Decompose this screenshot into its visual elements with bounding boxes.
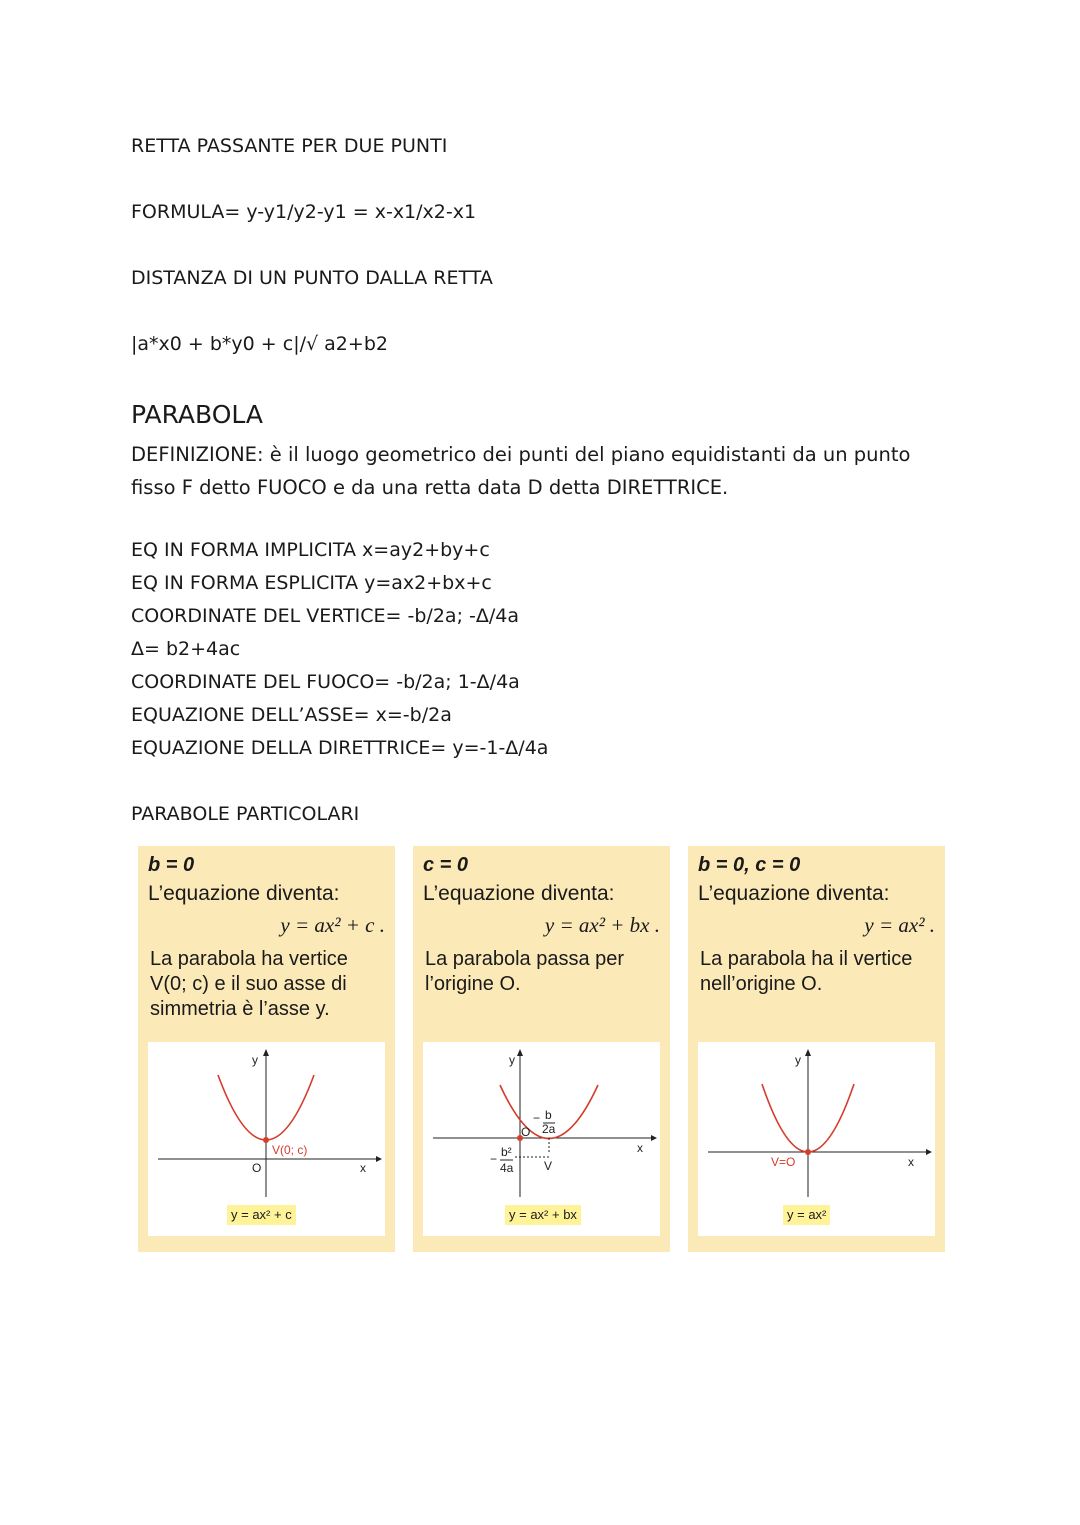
formula-line: EQUAZIONE DELLA DIRETTRICE= y=-1-Δ/4a <box>131 737 549 759</box>
x-axis-arrow <box>926 1149 932 1155</box>
panel-equation: y = ax² + c . <box>280 913 385 937</box>
formula-line: EQUAZIONE DELL’ASSE= x=-b/2a <box>131 704 452 726</box>
panel-description: La parabola passa per l’origine O. <box>425 948 625 995</box>
vertex-point <box>805 1149 811 1155</box>
y-axis-arrow <box>805 1049 811 1056</box>
panel-equation: y = ax² . <box>864 913 935 937</box>
origin-label: O <box>521 1125 531 1139</box>
parabola-title: PARABOLA <box>131 400 264 429</box>
y-label: y <box>795 1053 801 1067</box>
parabola-graph <box>698 1042 935 1236</box>
x-label: x <box>637 1141 643 1155</box>
frac-numerator: b² <box>501 1145 512 1159</box>
vertex-label: V <box>544 1159 553 1173</box>
x-label: x <box>908 1155 914 1169</box>
formula-line: EQ IN FORMA IMPLICITA x=ay2+by+c <box>131 539 490 561</box>
parabola-graph <box>148 1042 385 1236</box>
frac-denominator: 2a <box>542 1122 556 1136</box>
formula-line: Δ= b2+4ac <box>131 638 241 660</box>
panel-intro: L’equazione diventa: <box>698 882 890 905</box>
x-label: x <box>360 1161 366 1175</box>
graph-caption: y = ax² + c <box>227 1205 296 1225</box>
panel-intro: L’equazione diventa: <box>148 882 340 905</box>
frac-numerator: b <box>545 1108 552 1122</box>
y-axis-arrow <box>517 1049 523 1056</box>
x-axis-arrow <box>376 1156 382 1162</box>
frac-denominator: 4a <box>500 1161 514 1175</box>
parabola-definition: DEFINIZIONE: è il luogo geometrico dei punti del piano equidistanti da un punto fisso F detto FUOCO e da una retta data D detta DIRETTRICE. <box>131 443 911 499</box>
minus-label: − <box>490 1152 498 1166</box>
panel-condition: b = 0 <box>148 854 195 876</box>
graph-caption: y = ax² <box>783 1205 830 1225</box>
distanza-formula: |a*x0 + b*y0 + c|/√ a2+b2 <box>131 333 388 355</box>
y-label: y <box>509 1053 515 1067</box>
x-axis-arrow <box>651 1135 657 1141</box>
y-axis-arrow <box>263 1049 269 1056</box>
panel-description: La parabola ha il vertice nell’origine O. <box>700 948 913 995</box>
panel-b-c-zero <box>688 846 945 1252</box>
particolari-title: PARABOLE PARTICOLARI <box>131 803 360 825</box>
panel-equation: y = ax² + bx . <box>544 913 660 937</box>
retta-formula: FORMULA= y-y1/y2-y1 = x-x1/x2-x1 <box>131 201 477 223</box>
panel-description: La parabola ha vertice V(0; c) e il suo asse di simmetria è l’asse y. <box>150 948 348 1020</box>
panel-condition: b = 0, c = 0 <box>698 854 801 876</box>
panel-intro: L’equazione diventa: <box>423 882 615 905</box>
vertex-point <box>263 1137 269 1143</box>
formula-line: COORDINATE DEL VERTICE= -b/2a; -Δ/4a <box>131 605 519 627</box>
distanza-title: DISTANZA DI UN PUNTO DALLA RETTA <box>131 267 493 289</box>
formula-line: COORDINATE DEL FUOCO= -b/2a; 1-Δ/4a <box>131 671 520 693</box>
vertex-label: V=O <box>771 1155 796 1169</box>
panel-condition: c = 0 <box>423 854 469 876</box>
retta-title: RETTA PASSANTE PER DUE PUNTI <box>131 135 448 157</box>
panel-b-zero <box>138 846 395 1252</box>
y-label: y <box>252 1053 258 1067</box>
origin-label: O <box>252 1161 262 1175</box>
parabola-graph <box>423 1042 660 1236</box>
minus-label: − <box>533 1111 541 1125</box>
vertex-label: V(0; c) <box>272 1143 308 1157</box>
panel-c-zero <box>413 846 670 1252</box>
formula-line: EQ IN FORMA ESPLICITA y=ax2+bx+c <box>131 572 492 594</box>
graph-caption: y = ax² + bx <box>505 1205 581 1225</box>
